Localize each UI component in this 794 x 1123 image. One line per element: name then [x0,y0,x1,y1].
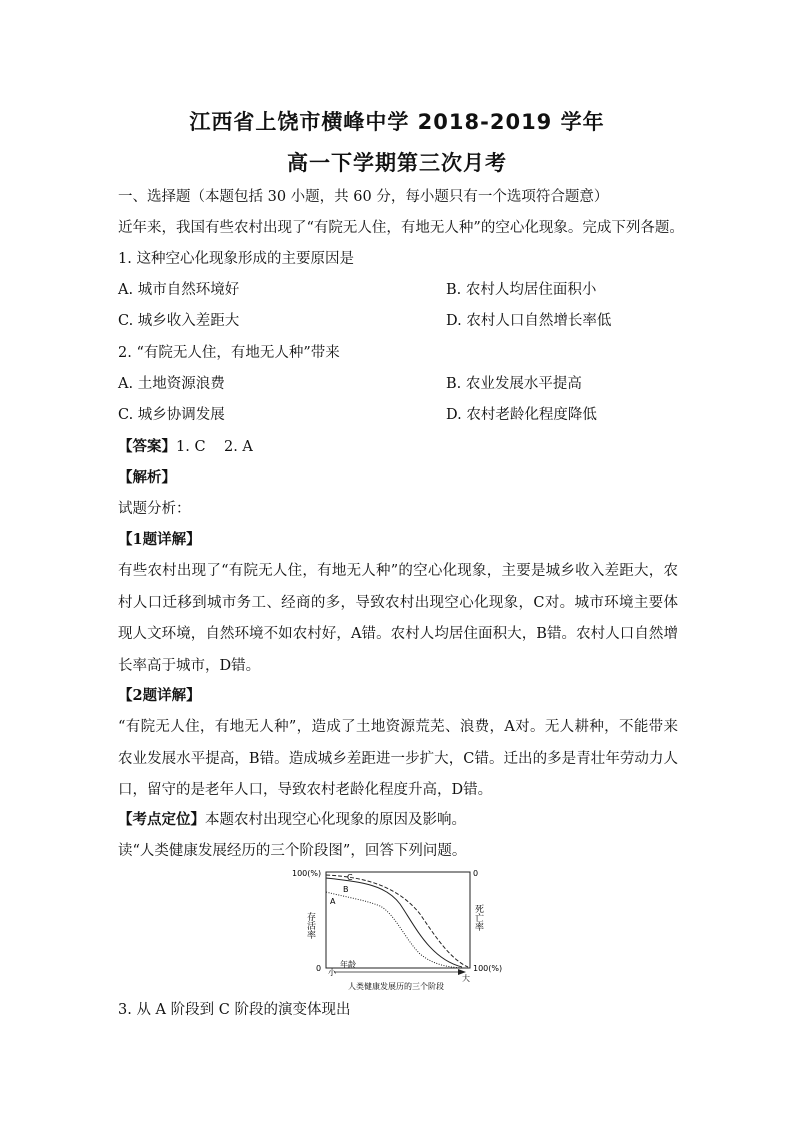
figure-caption: 人类健康发展历的三个阶段 [348,982,444,991]
question-1-option-a: A. 城市自然环境好 [118,282,240,298]
kaodian-label: 【考点定位】 [118,811,205,828]
right-top-label: 0 [473,869,479,878]
question-2-option-a: A. 土地资源浪费 [118,376,225,392]
section-header: 一、选择题（本题包括 30 小题，共 60 分，每小题只有一个选项符合题意） [118,189,609,205]
question-1-stem: 1. 这种空心化现象形成的主要原因是 [118,251,354,267]
question-3-stem: 3. 从 A 阶段到 C 阶段的演变体现出 [118,1002,351,1018]
right-axis-label: 死亡率 [473,904,483,931]
health-stages-figure [290,864,502,994]
analysis-label: 【解析】 [118,469,176,486]
x-axis-label: 年龄 [340,960,356,969]
left-bottom-label: 0 [316,964,322,973]
x-big-label: 大 [462,974,470,983]
document-title-line1: 江西省上饶市横峰中学 2018-2019 学年 [189,110,605,134]
right-bottom-label: 100(%) [473,964,502,973]
question-2-stem: 2. “有院无人住，有地无人种”带来 [118,345,340,361]
question-2-option-b: B. 农业发展水平提高 [446,376,582,392]
analysis-subtitle: 试题分析： [118,501,191,517]
left-top-label: 100(%) [292,869,322,878]
curve-a [326,892,462,968]
curve-b-label: B [343,885,349,894]
detail-1-text: 有些农村出现了“有院无人住，有地无人种”的空心化现象，主要是城乡收入差距大，农村人口迁移到城市务工、经商的多，导致农村出现空心化现象，C对。城市环境主要体现人文环境，自然环境不如农村好，A错。农村人均居住面积大，B错。农村人口自然增长率高于城市，D错。 [118,563,678,674]
left-axis-label: 存活率 [305,912,315,939]
question-2-option-c: C. 城乡协调发展 [118,407,225,423]
detail-2-text: “有院无人住，有地无人种”，造成了土地资源荒芜、浪费，A对。无人耕种，不能带来农业发展水平提高，B错。造成城乡差距进一步扩大，C错。迁出的多是青壮年劳动力人口，留守的是老年人口，导致农村老龄化程度升高，D错。 [118,719,678,798]
document-title-line2: 高一下学期第三次月考 [287,151,507,175]
detail-1-label: 【1题详解】 [118,531,201,548]
question-1-option-b: B. 农村人均居住面积小 [446,282,597,298]
question-1-option-c: C. 城乡收入差距大 [118,313,240,329]
answer-text: 1. C 2. A [176,439,253,455]
question-1-option-d: D. 农村人口自然增长率低 [446,313,612,329]
intro-text-2: 读“人类健康发展经历的三个阶段图”，回答下列问题。 [118,843,467,859]
question-2-option-d: D. 农村老龄化程度降低 [446,407,597,423]
intro-text-1: 近年来，我国有些农村出现了“有院无人住，有地无人种”的空心化现象。完成下列各题。 [118,220,684,236]
curve-c-label: C [347,873,353,882]
kaodian-line [118,810,466,830]
x-small-label: 小 [328,968,336,977]
answer-label: 【答案】 [118,438,176,455]
detail-2-label: 【2题详解】 [118,687,201,704]
curve-a-label: A [330,897,336,906]
kaodian-text: 本题农村出现空心化现象的原因及影响。 [205,812,466,828]
answer-line [118,437,253,457]
